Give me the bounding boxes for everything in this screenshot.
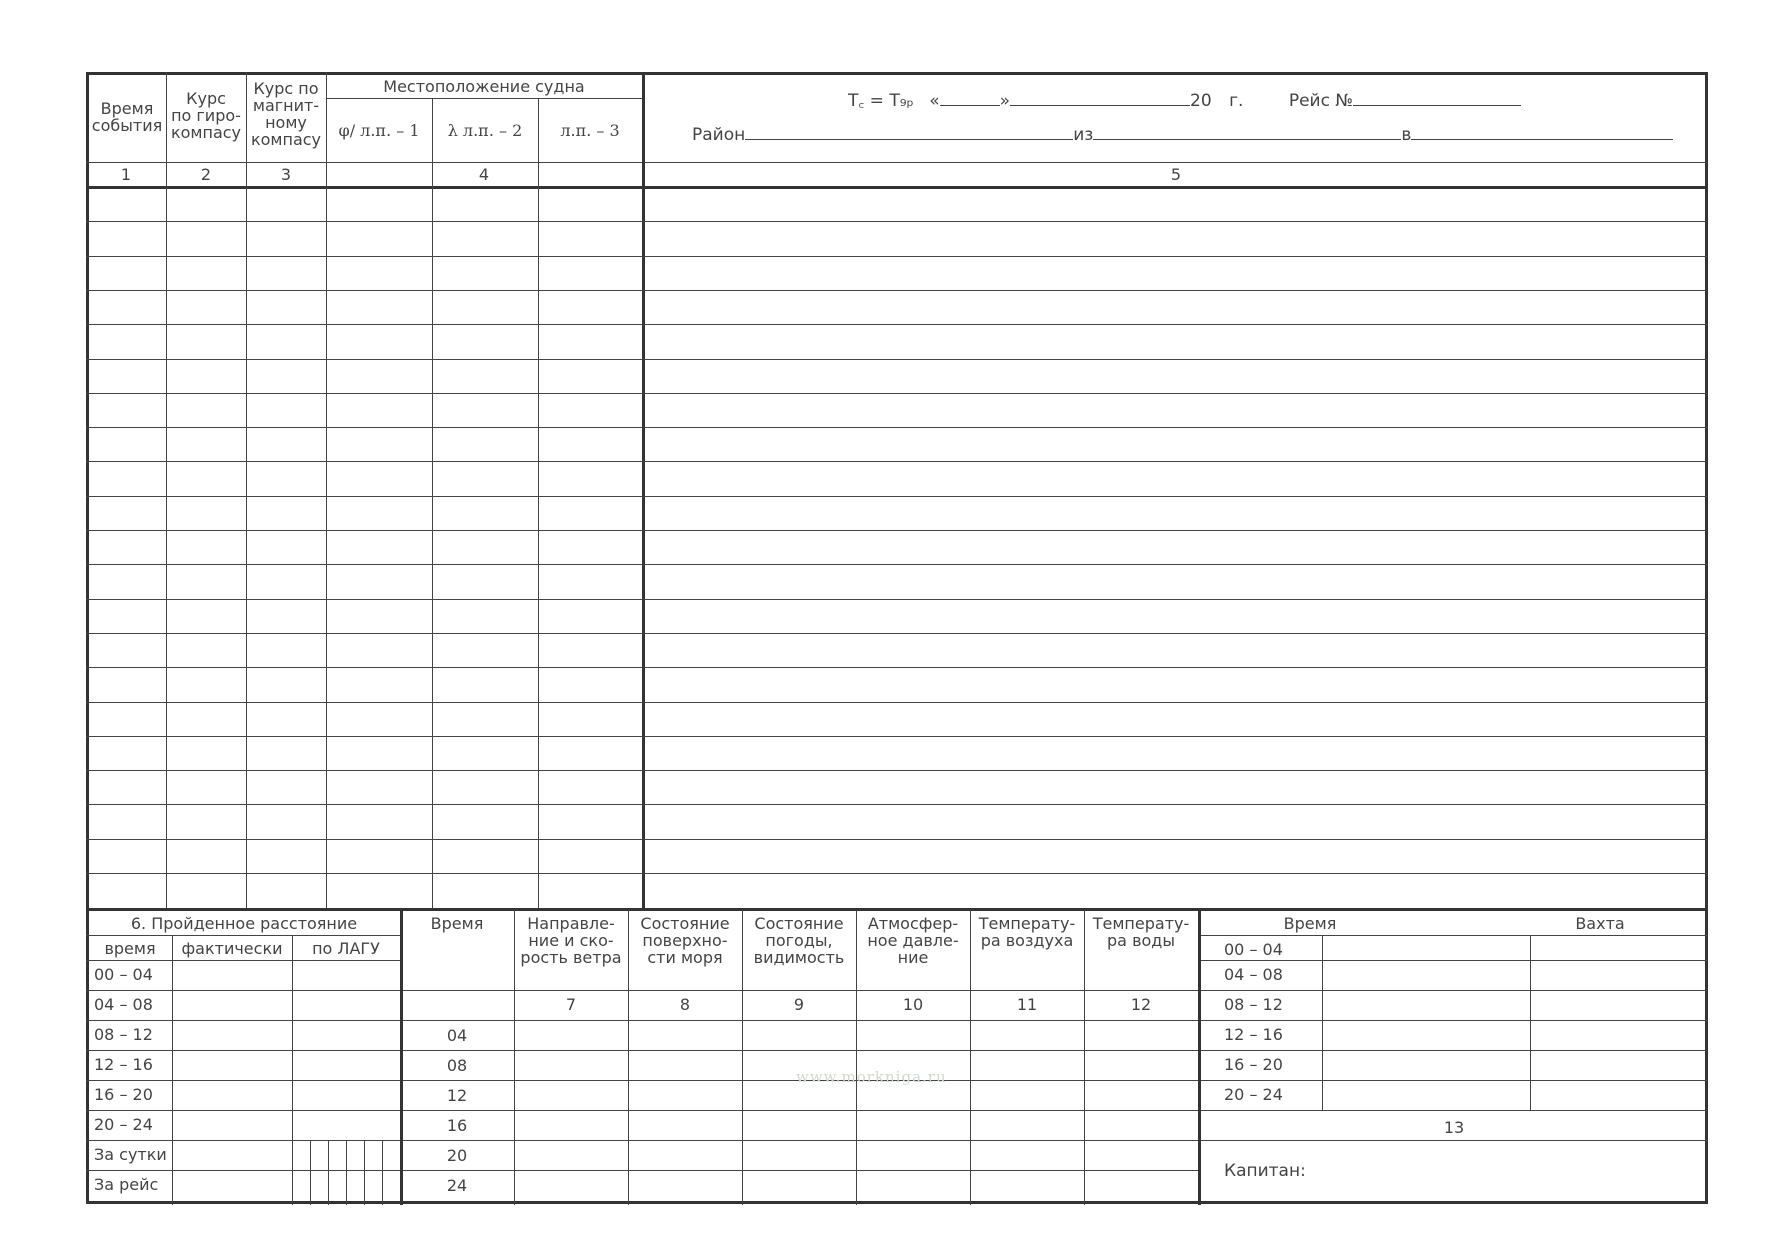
watermark: www.morkniga.ru — [796, 1068, 947, 1086]
log-row-line — [86, 633, 1708, 634]
watch-block-sep — [1198, 910, 1201, 1205]
header-pos-sub-3: л.п. – 3 — [560, 121, 620, 140]
distance-row-time: 20 – 24 — [94, 1115, 153, 1134]
weather-header-pressure: Атмосфер- ное давле- ние — [867, 914, 959, 967]
header-gyro-course: Курс по гиро- компасу — [170, 89, 242, 142]
from-field[interactable] — [1093, 124, 1401, 140]
distance-row-line — [86, 960, 400, 961]
weather-col-sep — [1084, 910, 1085, 1205]
tally-mark — [364, 1140, 365, 1205]
watch-header-time: Время — [1283, 914, 1337, 933]
header-ship-position: Местоположение судна — [383, 77, 585, 96]
distance-row-time: 00 – 04 — [94, 965, 153, 984]
col-number-1: 1 — [120, 165, 132, 184]
log-row-line — [86, 839, 1708, 840]
watch-col-sep — [1530, 935, 1531, 1110]
watch-row-line — [1198, 990, 1708, 991]
col-number-2: 2 — [200, 165, 212, 184]
weather-row-line — [400, 1140, 1198, 1141]
time-zone-label: Т꜀ = Т₉ₚ — [848, 91, 914, 111]
voyage-field[interactable] — [1353, 90, 1521, 106]
distance-title: 6. Пройденное расстояние — [130, 914, 358, 933]
weather-header-line — [400, 990, 1198, 991]
weather-col-number-11: 11 — [1016, 995, 1038, 1014]
log-row-line — [86, 702, 1708, 703]
year-prefix: 20 — [1190, 91, 1212, 111]
region-label: Район — [692, 125, 746, 145]
weather-time-12: 12 — [446, 1086, 468, 1105]
weather-col-number-10: 10 — [902, 995, 924, 1014]
weather-header-wind: Направле- ние и ско- рость ветра — [520, 914, 622, 967]
weather-col-number-8: 8 — [679, 995, 691, 1014]
weather-header-sea: Состояние поверхно- сти моря — [640, 914, 730, 967]
weather-col-sep — [970, 910, 971, 1205]
weather-header-air-temp: Температу- ра воздуха — [978, 914, 1076, 950]
col-number-4: 4 — [478, 165, 490, 184]
watch-row-line — [1198, 1050, 1708, 1051]
distance-row-line — [86, 1110, 400, 1111]
distance-header-log: по ЛАГУ — [312, 939, 380, 958]
col-sep — [326, 72, 327, 910]
tally-mark — [328, 1140, 329, 1205]
log-row-line — [86, 359, 1708, 360]
weather-header-time: Время — [430, 914, 484, 933]
voyage-label: Рейс № — [1288, 91, 1354, 111]
log-row-line — [86, 393, 1708, 394]
distance-row-time: 16 – 20 — [94, 1085, 153, 1104]
distance-row-line — [86, 1140, 400, 1141]
close-quote: » — [999, 91, 1011, 111]
watch-row-time: 08 – 12 — [1224, 995, 1283, 1014]
tally-mark — [346, 1140, 347, 1205]
log-row-line — [86, 290, 1708, 291]
log-row-line — [86, 221, 1708, 222]
log-row-line — [86, 873, 1708, 874]
distance-row-line — [86, 1020, 400, 1021]
weather-time-24: 24 — [446, 1176, 468, 1195]
distance-title-line — [86, 935, 400, 936]
col-sep — [166, 72, 167, 910]
weather-header-weather: Состояние погоды, видимость — [753, 914, 845, 967]
captain-label: Капитан: — [1224, 1161, 1306, 1181]
log-row-line — [86, 770, 1708, 771]
log-row-line — [86, 324, 1708, 325]
log-row-line — [86, 736, 1708, 737]
watch-row-time: 04 – 08 — [1224, 965, 1283, 984]
header-pos-sub-1: φ/ л.п. – 1 — [338, 121, 420, 140]
from-label: из — [1073, 125, 1094, 145]
tally-mark — [382, 1140, 383, 1205]
log-row-line — [86, 256, 1708, 257]
header-magnetic-course: Курс по магнит- ному компасу — [250, 79, 322, 149]
log-row-line — [86, 461, 1708, 462]
distance-row-time: 08 – 12 — [94, 1025, 153, 1044]
month-field[interactable] — [1010, 90, 1190, 106]
distance-row-time: 12 – 16 — [94, 1055, 153, 1074]
year-suffix: г. — [1229, 91, 1244, 111]
weather-row-line — [400, 1170, 1198, 1171]
weather-row-line — [400, 1020, 1198, 1021]
logbook-form — [86, 72, 1708, 1204]
weather-col-number-12: 12 — [1130, 995, 1152, 1014]
log-row-line — [86, 496, 1708, 497]
main-col-sep — [642, 72, 645, 910]
watch-row-time: 16 – 20 — [1224, 1055, 1283, 1074]
weather-time-16: 16 — [446, 1116, 468, 1135]
header-pos-sub-2: λ л.п. – 2 — [447, 121, 523, 140]
watch-row-time: 12 – 16 — [1224, 1025, 1283, 1044]
log-row-line — [86, 599, 1708, 600]
col-sep — [538, 98, 539, 910]
date-line — [848, 90, 1521, 110]
header-event-time: Время события — [91, 99, 163, 135]
col-number-5: 5 — [1170, 165, 1182, 184]
weather-row-line — [400, 1110, 1198, 1111]
dist-col-sep — [172, 935, 173, 1205]
log-row-line — [86, 530, 1708, 531]
watch-row-line — [1198, 1020, 1708, 1021]
col-number-3: 3 — [280, 165, 292, 184]
open-quote: « — [929, 91, 940, 111]
col-sep — [246, 72, 247, 910]
weather-time-04: 04 — [446, 1026, 468, 1045]
distance-row-line — [86, 990, 400, 991]
section-divider — [86, 908, 1708, 911]
distance-row-time: За сутки — [94, 1145, 167, 1164]
to-label: в — [1401, 125, 1412, 145]
distance-row-time: 04 – 08 — [94, 995, 153, 1014]
weather-col-number-9: 9 — [793, 995, 805, 1014]
watch-row-line — [1198, 935, 1708, 936]
header-row-line — [86, 162, 1708, 163]
log-row-line — [86, 564, 1708, 565]
watch-row-time: 00 – 04 — [1224, 940, 1283, 959]
weather-time-08: 08 — [446, 1056, 468, 1075]
region-field[interactable] — [745, 124, 1073, 140]
distance-header-actual: фактически — [181, 939, 283, 958]
watch-row-line — [1198, 1140, 1708, 1141]
watch-row-time: 20 – 24 — [1224, 1085, 1283, 1104]
distance-header-time: время — [104, 939, 156, 958]
distance-row-line — [86, 1080, 400, 1081]
weather-col-number-7: 7 — [565, 995, 577, 1014]
dist-col-sep — [292, 935, 293, 1205]
tally-mark — [310, 1140, 311, 1205]
log-row-line — [86, 427, 1708, 428]
watch-row-line — [1198, 960, 1708, 961]
watch-header-watch: Вахта — [1575, 914, 1625, 933]
log-row-line — [86, 804, 1708, 805]
col-sep — [432, 98, 433, 910]
distance-row-time: За рейс — [94, 1175, 159, 1194]
region-line — [692, 124, 1673, 144]
header-divider — [86, 186, 1708, 189]
distance-row-line — [86, 1050, 400, 1051]
weather-header-water-temp: Температу- ра воды — [1092, 914, 1190, 950]
distance-row-line — [86, 1170, 400, 1171]
to-field[interactable] — [1411, 124, 1673, 140]
watch-number: 13 — [1443, 1118, 1465, 1137]
day-field[interactable] — [940, 90, 1000, 106]
watch-col-sep — [1322, 935, 1323, 1110]
weather-time-20: 20 — [446, 1146, 468, 1165]
watch-row-line — [1198, 1080, 1708, 1081]
watch-row-line — [1198, 1110, 1708, 1111]
log-row-line — [86, 667, 1708, 668]
weather-row-line — [400, 1050, 1198, 1051]
position-group-line — [326, 98, 643, 99]
